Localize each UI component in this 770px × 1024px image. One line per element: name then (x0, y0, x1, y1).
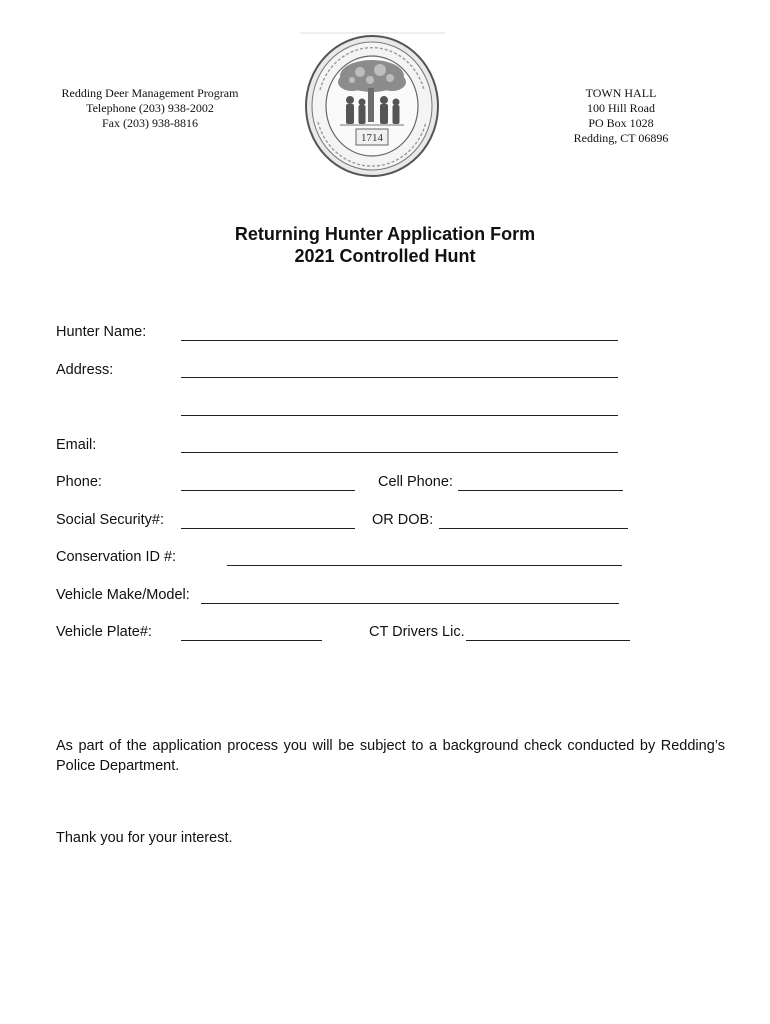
phone-label: Phone: (56, 474, 102, 490)
email-label: Email: (56, 437, 97, 453)
background-check-notice: As part of the application process you will be subject to a background check conducted by Redding’s Police Department. (56, 738, 725, 774)
closing-note: Thank you for your interest. (56, 830, 233, 846)
form-subtitle: 2021 Controlled Hunt (294, 246, 476, 266)
address-field-line2[interactable] (181, 415, 618, 416)
seal-year: 1714 (361, 132, 383, 144)
town-hall-po-box: PO Box 1028 (588, 116, 654, 130)
town-hall-address-block (560, 86, 682, 146)
hunter-name-field[interactable] (181, 340, 618, 341)
conservation-id-label: Conservation ID #: (56, 549, 177, 565)
town-hall-city: Redding, CT 06896 (573, 131, 669, 145)
vehicle-plate-label: Vehicle Plate#: (56, 624, 152, 640)
vehicle-plate-field[interactable] (181, 640, 322, 641)
email-field[interactable] (181, 452, 618, 453)
social-security-field[interactable] (181, 528, 355, 529)
town-hall-street: 100 Hill Road (587, 101, 655, 115)
phone-field[interactable] (181, 490, 355, 491)
hunter-name-label: Hunter Name: (56, 324, 147, 340)
address-field-line1[interactable] (181, 377, 618, 378)
program-name: Redding Deer Management Program (61, 86, 239, 100)
cell-phone-field[interactable] (458, 490, 623, 491)
town-seal (300, 30, 445, 178)
town-hall-name: TOWN HALL (585, 86, 657, 100)
program-contact-block (52, 86, 248, 131)
vehicle-make-model-field[interactable] (201, 603, 619, 604)
program-fax: Fax (203) 938-8816 (102, 116, 198, 130)
dob-field[interactable] (439, 528, 628, 529)
form-title: Returning Hunter Application Form (234, 224, 536, 244)
social-security-label: Social Security#: (56, 512, 164, 528)
drivers-license-field[interactable] (466, 640, 630, 641)
program-telephone: Telephone (203) 938-2002 (86, 101, 214, 115)
conservation-id-field[interactable] (227, 565, 622, 566)
cell-phone-label: Cell Phone: (378, 474, 453, 490)
drivers-license-label: CT Drivers Lic. (369, 624, 465, 640)
address-label: Address: (56, 362, 114, 378)
vehicle-make-model-label: Vehicle Make/Model: (56, 587, 190, 603)
dob-label: OR DOB: (372, 512, 434, 528)
